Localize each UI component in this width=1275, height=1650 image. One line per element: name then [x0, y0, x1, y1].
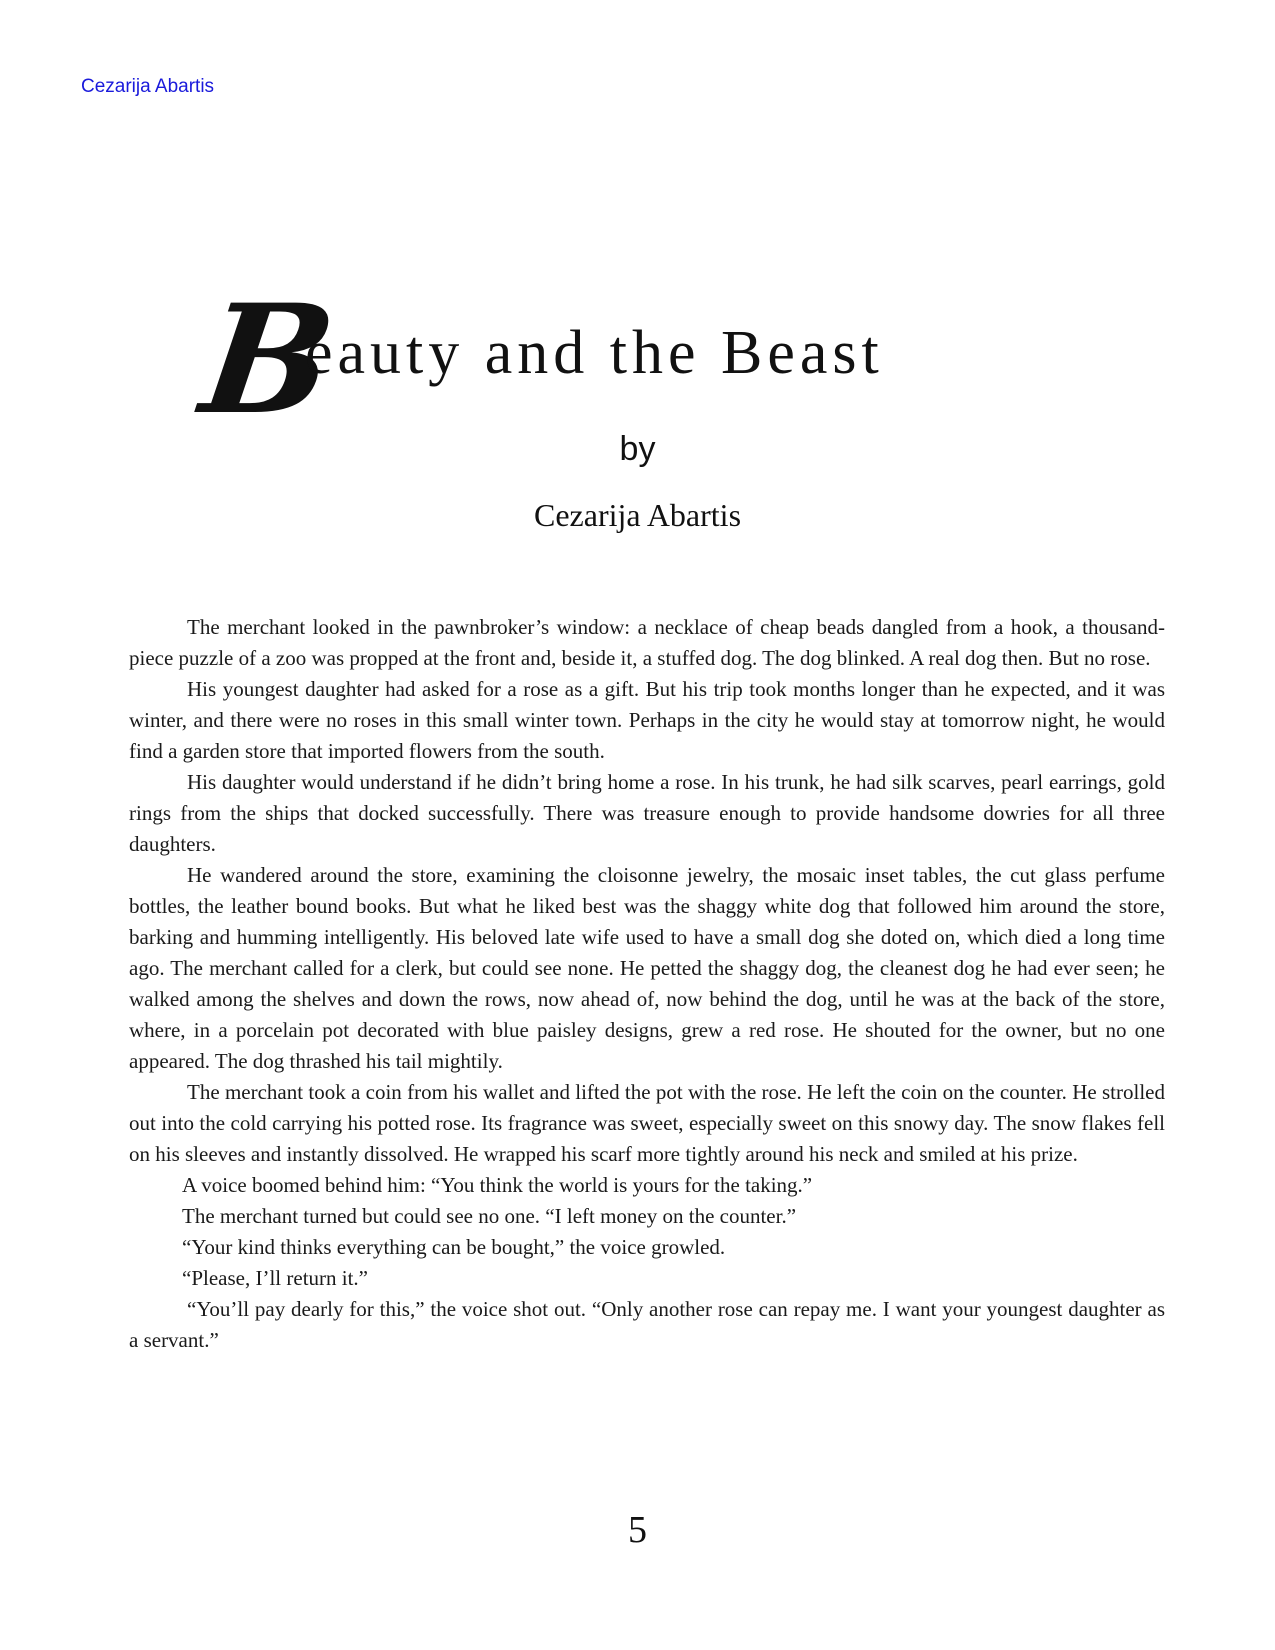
story-paragraph: He wandered around the store, examining the cloisonne jewelry, the mosaic inset tables, the cut glass perfume bottles, the leather bound books. But what he liked best was the shaggy white dog that followed him around the store, barking and humming intelligently. His beloved late wife used to have a small dog she doted on, which died a long time ago. The merchant called for a clerk, but could see none. He petted the shaggy dog, the cleanest dog he had ever seen; he walked among the shelves and down the rows, now ahead of, now behind the dog, until he was at the back of the store, where, in a porcelain pot decorated with blue paisley designs, grew a red rose. He shouted for the owner, but no one appeared. The dog thrashed his tail mightily.: [129, 863, 1165, 1073]
story-body: [129, 612, 1165, 1356]
byline: by: [619, 430, 656, 468]
header-author-link[interactable]: Cezarija Abartis: [81, 76, 215, 97]
author-name: Cezarija Abartis: [533, 497, 742, 533]
dialogue-line: The merchant turned but could see no one. “I left money on the counter.”: [182, 1204, 797, 1228]
story-paragraph: His youngest daughter had asked for a rose as a gift. But his trip took months longer than he expected, and it was winter, and there were no roses in this small winter town. Perhaps in the city he would stay at tomorrow night, he would find a garden store that imported flowers from the south.: [129, 677, 1165, 763]
title-drop-cap: B: [192, 272, 345, 448]
dialogue-line: “Your kind thinks everything can be bought,” the voice growled.: [182, 1235, 726, 1259]
story-paragraph: The merchant took a coin from his wallet and lifted the pot with the rose. He left the coin on the counter. He strolled out into the cold carrying his potted rose. Its fragrance was sweet, especially sweet on this snowy day. The snow flakes fell on his sleeves and instantly dissolved. He wrapped his scarf more tightly around his neck and smiled at his prize.: [129, 1080, 1165, 1166]
story-title: [192, 272, 965, 448]
story-paragraph: His daughter would understand if he didn’t bring home a rose. In his trunk, he had silk scarves, pearl earrings, gold rings from the ships that docked successfully. There was treasure enough to provide handsome dowries for all three daughters.: [129, 770, 1165, 856]
story-paragraph: The merchant looked in the pawnbroker’s window: a necklace of cheap beads dangled from a hook, a thousand-piece puzzle of a zoo was propped at the front and, beside it, a stuffed dog. The dog blinked. A real dog then. But no rose.: [129, 615, 1165, 670]
dialogue-line: “Please, I’ll return it.”: [182, 1266, 369, 1290]
story-paragraph: “You’ll pay dearly for this,” the voice shot out. “Only another rose can repay me. I want your youngest daughter as a servant.”: [129, 1297, 1165, 1352]
page-number: 5: [628, 1509, 647, 1551]
dialogue-line: A voice boomed behind him: “You think the world is yours for the taking.”: [182, 1173, 813, 1197]
title-text: eauty and the Beast: [305, 319, 884, 387]
